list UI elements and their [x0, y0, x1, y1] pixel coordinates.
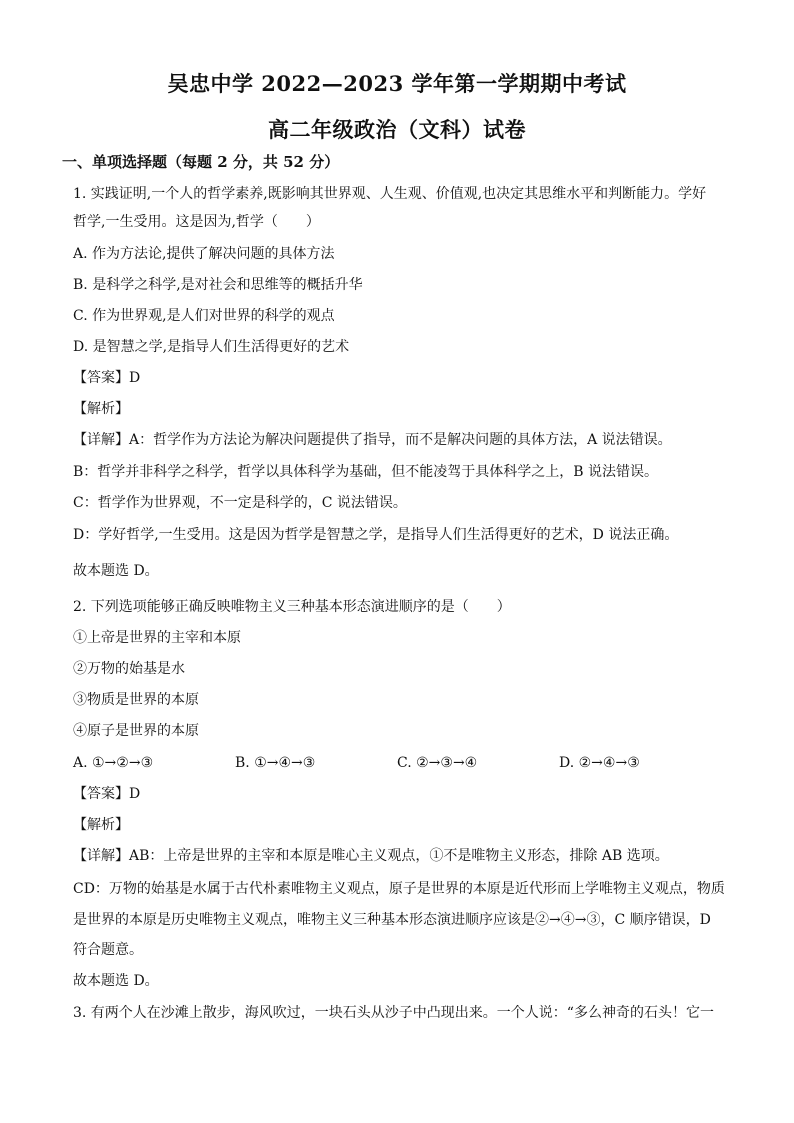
exam-title: 吴忠中学 2022—2023 学年第一学期期中考试	[167, 71, 627, 96]
q1-stem-line2: 哲学,一生受用。这是因为,哲学（ ）	[73, 214, 320, 230]
q2-options-row	[73, 753, 744, 773]
q2-answer: 【答案】D	[73, 786, 141, 802]
q1-detail-d: D：学好哲学,一生受用。这是因为哲学是智慧之学，是指导人们生活得更好的艺术，D 说法正确。	[73, 527, 679, 543]
q1-option-b: B. 是科学之科学,是对社会和思维等的概括升华	[73, 277, 363, 293]
q1-option-d: D. 是智慧之学,是指导人们生活得更好的艺术	[73, 339, 350, 355]
q2-conclusion: 故本题选 D。	[73, 973, 159, 989]
q2-option-d: D. ②→④→③	[559, 755, 640, 771]
q2-statement-2: ②万物的始基是水	[73, 661, 185, 677]
q1-detail-b: B：哲学并非科学之科学，哲学以具体科学为基础，但不能凌驾于具体科学之上，B 说法错误。	[73, 464, 659, 480]
q2-option-c: C. ②→③→④	[397, 755, 478, 771]
q2-detail-line2: CD：万物的始基是水属于古代朴素唯物主义观点，原子是世界的本原是近代形而上学唯物主义观点，物质	[73, 881, 725, 897]
q1-answer: 【答案】D	[73, 370, 141, 386]
q2-statement-1: ①上帝是世界的主宰和本原	[73, 630, 241, 646]
q2-detail-line4: 符合题意。	[73, 942, 143, 958]
section-heading: 一、单项选择题（每题 2 分，共 52 分）	[62, 153, 340, 171]
q1-option-c: C. 作为世界观,是人们对世界的科学的观点	[73, 308, 335, 324]
q3-stem-line1: 3. 有两个人在沙滩上散步，海风吹过，一块石头从沙子中凸现出来。一个人说：“多么神奇的石头！它一	[73, 1005, 714, 1021]
q1-conclusion: 故本题选 D。	[73, 563, 159, 579]
q1-option-a: A. 作为方法论,提供了解决问题的具体方法	[73, 246, 335, 262]
q2-statement-3: ③物质是世界的本原	[73, 692, 199, 708]
q2-statement-4: ④原子是世界的本原	[73, 723, 199, 739]
q2-analysis-label: 【解析】	[73, 817, 129, 833]
q1-stem-line1: 1. 实践证明,一个人的哲学素养,既影响其世界观、人生观、价值观,也决定其思维水平和判断能力。学好	[73, 186, 707, 202]
q1-analysis-label: 【解析】	[73, 401, 129, 417]
q2-stem: 2. 下列选项能够正确反映唯物主义三种基本形态演进顺序的是（ ）	[73, 599, 511, 615]
q2-detail-line1: 【详解】AB：上帝是世界的主宰和本原是唯心主义观点，①不是唯物主义形态，排除 AB 选项。	[73, 848, 669, 864]
q1-detail-c: C：哲学作为世界观，不一定是科学的，C 说法错误。	[73, 495, 407, 511]
exam-subtitle: 高二年级政治（文科）试卷	[268, 117, 526, 142]
q2-detail-line3: 是世界的本原是历史唯物主义观点，唯物主义三种基本形态演进顺序应该是②→④→③，C 顺序错误，D	[73, 912, 711, 928]
q2-option-b: B. ①→④→③	[235, 755, 316, 771]
q2-option-a: A. ①→②→③	[73, 755, 154, 771]
q1-detail-a: 【详解】A：哲学作为方法论为解决问题提供了指导，而不是解决问题的具体方法，A 说法错误。	[73, 432, 672, 448]
